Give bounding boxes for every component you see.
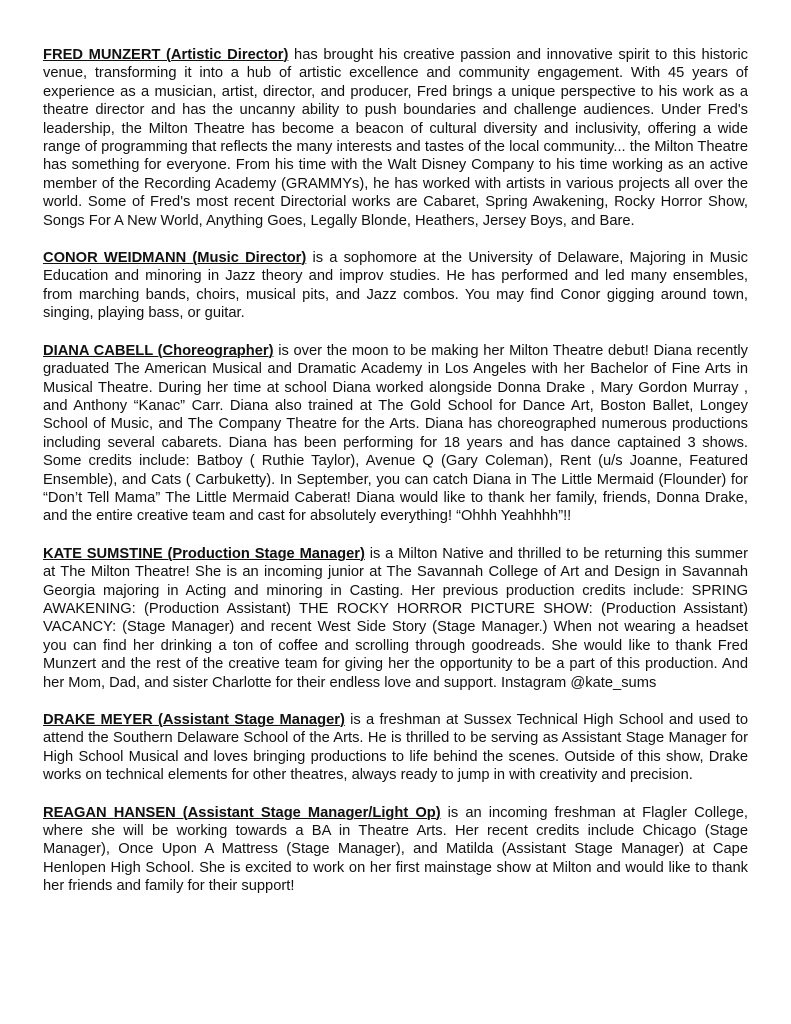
bio-name-drake-meyer: DRAKE MEYER (Assistant Stage Manager) [43, 712, 345, 728]
bio-drake-meyer [43, 711, 748, 785]
bio-name-fred-munzert: FRED MUNZERT (Artistic Director) [43, 47, 289, 63]
bio-text-kate-sumstine: is a Milton Native and thrilled to be returning this summer at The Milton Theatre! She is an incoming junior at The Savannah College of Art and Design in Savannah Georgia majoring in Acting and minoring in Casting. Her previous production credits include: SPRING AWAKENING: (Production Assistant) THE ROCKY HORROR PICTURE SHOW: (Production Assistant) VACANCY: (Stage Manager) and recent West Side Story (Stage Manager.) When not wearing a headset you can find her drinking a ton of coffee and scrolling through goodreads. She would like to thank Fred Munzert and the rest of the creative team for giving her the opportunity to be a part of this production. And her Mom, Dad, and sister Charlotte for their endless love and support. Instagram @kate_sums [43, 545, 748, 691]
bio-fred-munzert [43, 46, 748, 230]
bio-diana-cabell [43, 342, 748, 526]
bio-conor-weidmann [43, 249, 748, 323]
bio-name-reagan-hansen: REAGAN HANSEN (Assistant Stage Manager/Light Op) [43, 804, 441, 821]
bio-text-drake-meyer: is a freshman at Sussex Technical High School and used to attend the Southern Delaware School of the Arts. He is thrilled to be serving as Assistant Stage Manager for High School Musical and loves bringing productions to life behind the scenes. Outside of this show, Drake works on technical elements for other theatres, always ready to jump in with creativity and precision. [43, 712, 748, 784]
bio-text-reagan-hansen: is an incoming freshman at Flagler College, where she will be working towards a BA in Theatre Arts. Her recent credits include Chicago (Stage Manager), Once Upon A Mattress (Stage Manager), and Matilda (Assistant Stage Manager) at Cape Henlopen High School. She is excited to work on her first mainstage show at Milton and would like to thank her friends and family for their support! [43, 804, 748, 895]
bio-text-fred-munzert: has brought his creative passion and innovative spirit to this historic venue, transforming it into a hub of artistic excellence and community engagement. With 45 years of experience as a musician, artist, director, and producer, Fred brings a unique perspective to his work as a theatre director and has the uncanny ability to push boundaries and challenge audiences. Under Fred's leadership, the Milton Theatre has become a beacon of cultural diversity and inclusivity, offering a wide range of programming that reflects the many interests and tastes of the local community... the Milton Theatre has something for everyone. From his time with the Walt Disney Company to his time working as an active member of the Recording Academy (GRAMMYs), he has worked with artists in various projects all over the world. Some of Fred's most recent Directorial works are Cabaret, Spring Awakening, Rocky Horror Show, Songs For A New World, Anything Goes, Legally Blonde, Heathers, Jersey Boys, and Bare. [43, 47, 748, 229]
bio-name-conor-weidmann: CONOR WEIDMANN (Music Director) [43, 250, 307, 267]
bio-name-kate-sumstine: KATE SUMSTINE (Production Stage Manager) [43, 545, 365, 562]
bio-text-diana-cabell: is over the moon to be making her Milton Theatre debut! Diana recently graduated The American Musical and Dramatic Academy in Los Angeles with her Bachelor of Fine Arts in Musical Theatre. During her time at school Diana worked alongside Donna Drake , Mary Gordon Murray , and Anthony “Kanac” Carr. Diana also trained at The Gold School for Dance Art, Boston Ballet, Longey School of Music, and The Company Theatre for the Arts. Diana has choreographed numerous productions including several cabarets. Diana has been performing for 18 years and has dance captained 3 shows. Some credits include: Batboy ( Ruthie Taylor), Avenue Q (Gary Coleman), Rent (u/s Joanne, Featured Ensemble), and Cats ( Carbuketty). In September, you can catch Diana in The Little Mermaid (Flounder) for “Don’t Tell Mama” The Little Mermaid Caberat! Diana would like to thank her family, friends, Donna Drake, and the entire creative team and cast for absolutely everything! “Ohhh Yeahhhh”!! [43, 342, 748, 525]
bio-name-diana-cabell: DIANA CABELL (Choreographer) [43, 342, 274, 359]
bio-reagan-hansen [43, 804, 748, 896]
bio-page [43, 46, 748, 915]
bio-text-conor-weidmann: is a sophomore at the University of Delaware, Majoring in Music Education and minoring in Jazz theory and improv studies. He has performed and led many ensembles, from marching bands, choirs, musical pits, and Jazz combos. You may find Conor gigging around town, singing, playing bass, or guitar. [43, 250, 748, 322]
bio-kate-sumstine [43, 545, 748, 692]
